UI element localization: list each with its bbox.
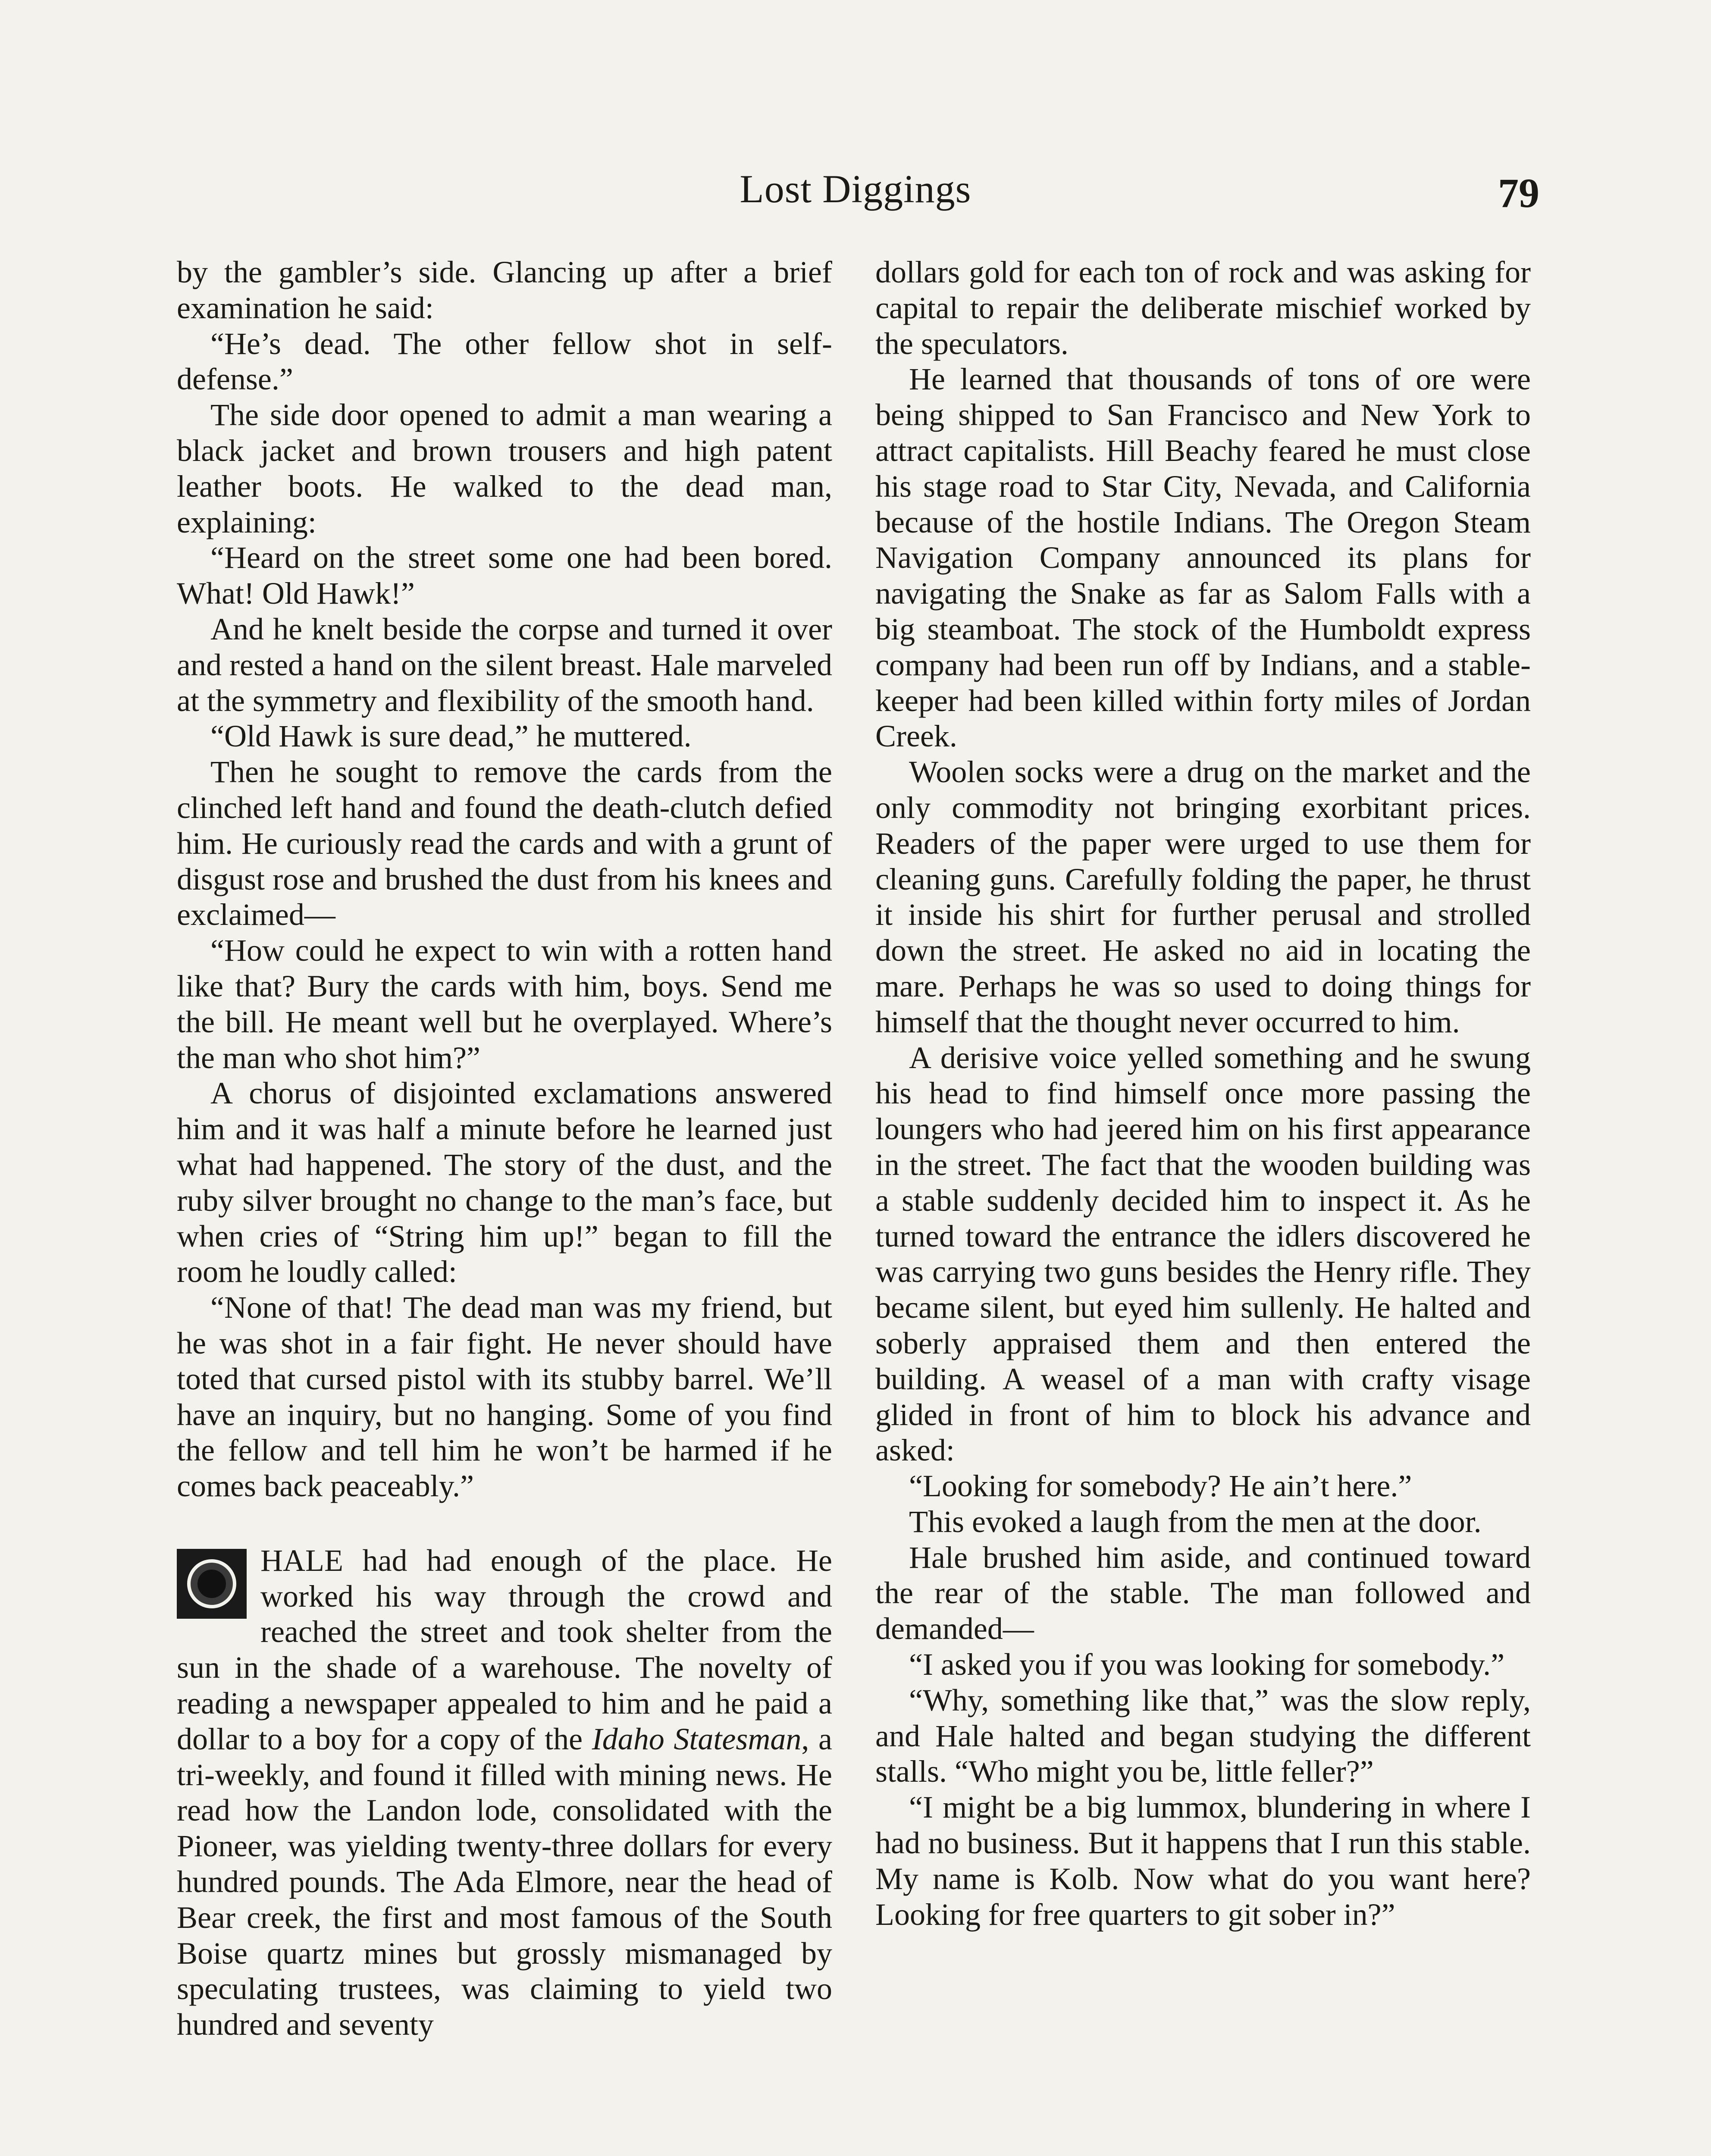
paragraph: “How could he expect to win with a rotten hand like that? Bury the cards with him, boys. Send me the bill. He meant well but he overplayed. Where’s the man who shot him?”	[177, 933, 832, 1075]
page-number: 79	[1498, 170, 1539, 216]
paragraph: “I might be a big lummox, blundering in where I had no business. But it happens that I run this stable. My name is Kolb. Now what do you want here? Looking for free quarters to git sober in?”	[875, 1790, 1531, 1932]
paragraph: “None of that! The dead man was my friend, but he was shot in a fair fight. He never should have toted that cursed pistol with its stubby barrel. We’ll have an inquiry, but no hanging. Some of you find the fellow and tell him he won’t be harmed if he comes back peaceably.”	[177, 1290, 832, 1504]
paragraph: “Why, something like that,” was the slow reply, and Hale halted and began studying the different stalls. “Who might you be, little feller?”	[875, 1683, 1531, 1789]
paragraph: A chorus of disjointed exclamations answered him and it was half a minute before he learned just what had happened. The story of the dust, and the ruby silver brought no change to the man’s face, but when cries of “String him up!” began to fill the room he loudly called:	[177, 1076, 832, 1289]
left-column	[177, 254, 832, 2156]
paragraph-text: , a tri-weekly, and found it filled with mining news. He read how the Landon lode, consolidated with the Pioneer, was yielding twenty-three dollars for every hundred pounds. The Ada Elmore, near the head of Bear creek, the first and most famous of the South Boise quartz mines but grossly mismanaged by speculating trustees, was claiming to yield two hundred and seventy	[177, 1721, 832, 2042]
section-break	[177, 1504, 832, 1543]
right-column	[875, 254, 1531, 2156]
paragraph-text: HALE had had enough of the place. He worked his way through the crowd and reached the street and took shelter from the sun in the shade of a warehouse. The novelty of reading a newspaper appealed to him and he paid a dollar to a boy for a copy of the	[177, 1543, 832, 1756]
paragraph: Hale brushed him aside, and continued toward the rear of the stable. The man followed and demanded—	[875, 1540, 1531, 1646]
paragraph: “Looking for somebody? He ain’t here.”	[909, 1469, 1412, 1504]
paragraph: “Heard on the street some one had been bored. What! Old Hawk!”	[177, 540, 832, 611]
paragraph: The side door opened to admit a man wearing a black jacket and brown trousers and high patent leather boots. He walked to the dead man, explaining:	[177, 398, 832, 539]
section-opening-paragraph	[177, 1543, 832, 2043]
paragraph: by the gambler’s side. Glancing up after a brief examination he said:	[177, 255, 832, 325]
paragraph: A derisive voice yelled something and he swung his head to find himself once more passing the loungers who had jeered him on his first appearance in the street. The fact that the wooden building was a stable suddenly decided him to inspect it. As he turned toward the entrance the idlers discovered he was carrying two guns besides the Henry rifle. They became silent, but eyed him sullenly. He halted and soberly appraised them and then entered the building. A weasel of a man with crafty visage glided in front of him to block his advance and asked:	[875, 1040, 1531, 1468]
paragraph: And he knelt beside the corpse and turned it over and rested a hand on the silent breast. Hale marveled at the symmetry and flexibility of the smooth hand.	[177, 611, 832, 718]
newspaper-name: Idaho Statesman	[592, 1721, 802, 1756]
paragraph: Woolen socks were a drug on the market and the only commodity not bringing exorbitant prices. Readers of the paper were urged to use them for cleaning guns. Carefully folding the paper, he thrust it inside his shirt for further perusal and strolled down the street. He asked no aid in locating the mare. Perhaps he was so used to doing things for himself that the thought never occurred to him.	[875, 755, 1531, 1039]
paragraph: This evoked a laugh from the men at the door.	[909, 1504, 1482, 1539]
paragraph: “He’s dead. The other fellow shot in self-defense.”	[177, 326, 832, 397]
paragraph: He learned that thousands of tons of ore were being shipped to San Francisco and New York to attract capitalists. Hill Beachy feared he must close his stage road to Star City, Nevada, and California because of the hostile Indians. The Oregon Steam Navigation Company announced its plans for navigating the Snake as far as Salom Falls with a big steamboat. The stock of the Humboldt express company had been run off by Indians, and a stable-keeper had been killed within forty miles of Jordan Creek.	[875, 362, 1531, 754]
paragraph: “I asked you if you was looking for somebody.”	[909, 1647, 1505, 1682]
paragraph: dollars gold for each ton of rock and was asking for capital to repair the deliberate mischief worked by the speculators.	[875, 255, 1531, 361]
paragraph: “Old Hawk is sure dead,” he muttered.	[210, 719, 692, 754]
paragraph: Then he sought to remove the cards from the clinched left hand and found the death-clutch defied him. He curiously read the cards and with a grunt of disgust rose and brushed the dust from his knees and exclaimed—	[177, 755, 832, 932]
ornamental-initial-icon	[177, 1549, 247, 1619]
running-title: Lost Diggings	[740, 167, 971, 211]
